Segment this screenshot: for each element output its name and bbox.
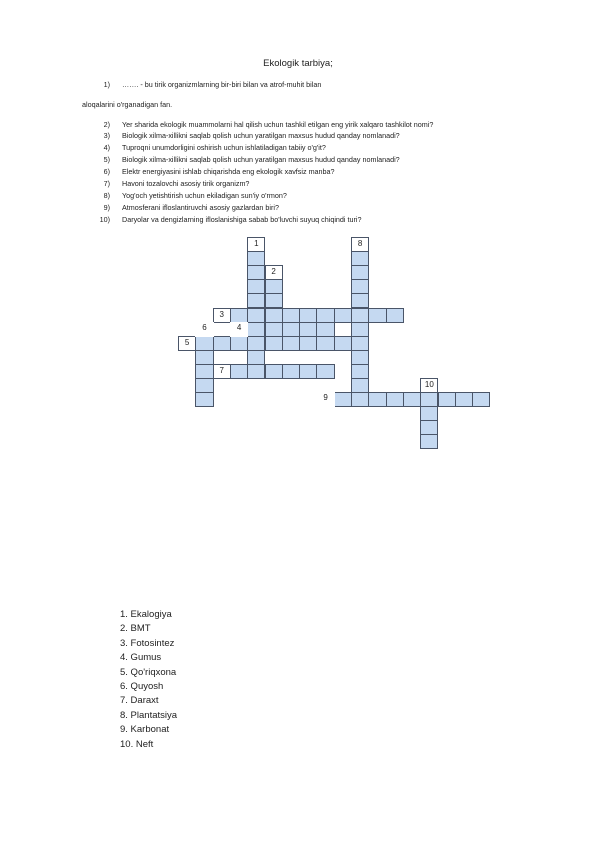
- crossword-cell: [265, 279, 283, 294]
- question-text: Biologik xilma-xillikni saqlab qolish uchun yaratilgan maxsus hudud qanday nomlanadi?: [122, 155, 400, 164]
- crossword-number: 1: [247, 237, 265, 252]
- crossword-number: 5: [178, 336, 196, 351]
- crossword-cell: [247, 308, 265, 323]
- crossword-cell: [195, 350, 213, 365]
- question-number: 1): [103, 80, 110, 89]
- crossword-cell: [316, 308, 334, 323]
- answer-item: 4. Gumus: [120, 652, 162, 664]
- question-text: ……. - bu tirik organizmlarning bir-biri bilan va atrof-muhit bilan: [122, 80, 322, 89]
- crossword-cell: [455, 392, 473, 407]
- crossword-cell: [247, 364, 265, 379]
- question-number: 7): [103, 179, 110, 188]
- question-item: [96, 203, 496, 213]
- question-number: 2): [103, 120, 110, 129]
- crossword-cell: [299, 364, 317, 379]
- crossword-number: 4: [230, 322, 248, 337]
- answer-item: 10. Neft: [120, 738, 154, 750]
- question-item: [96, 215, 496, 225]
- question-text: Elektr energiyasini ishlab chiqarishda eng ekologik xavfsiz manba?: [122, 167, 335, 176]
- crossword-cell: [247, 265, 265, 280]
- crossword-cell: [351, 279, 369, 294]
- crossword-number: 3: [213, 308, 231, 323]
- question-item: [96, 143, 496, 153]
- answer-item: 3. Fotosintez: [120, 637, 175, 649]
- question-item: [96, 191, 496, 201]
- crossword-cell: [247, 279, 265, 294]
- crossword-cell: [351, 265, 369, 280]
- question-text: Tuproqni unumdorligini oshirish uchun ishlatiladigan tabiiy o'g'it?: [122, 143, 326, 152]
- answer-item: 6. Quyosh: [120, 681, 164, 693]
- question-item: [96, 131, 496, 141]
- question-number: 9): [103, 203, 110, 212]
- crossword-cell: [265, 364, 283, 379]
- crossword-cell: [351, 251, 369, 266]
- page-title: Ekologik tarbiya;: [263, 58, 333, 69]
- crossword-cell: [368, 392, 386, 407]
- crossword-cell: [386, 308, 404, 323]
- crossword-cell: [247, 336, 265, 351]
- crossword-cell: [195, 378, 213, 393]
- question-item: [96, 120, 496, 130]
- question-number: 6): [103, 167, 110, 176]
- crossword-cell: [230, 308, 248, 323]
- question-item: [96, 167, 496, 177]
- answer-list: [120, 608, 177, 752]
- crossword-number: 8: [351, 237, 369, 252]
- question-item: [96, 80, 496, 90]
- answer-item: 7. Daraxt: [120, 695, 159, 707]
- crossword-cell: [420, 392, 438, 407]
- crossword-number: 9: [316, 392, 334, 407]
- crossword-cell: [420, 406, 438, 421]
- crossword-cell: [265, 293, 283, 308]
- answer-item: 9. Karbonat: [120, 724, 170, 736]
- crossword-cell: [351, 350, 369, 365]
- crossword-cell: [265, 336, 283, 351]
- crossword-cell: [247, 251, 265, 266]
- crossword-number: 2: [265, 265, 283, 280]
- crossword-cell: [420, 420, 438, 435]
- crossword-cell: [351, 364, 369, 379]
- crossword-cell: [351, 308, 369, 323]
- crossword-cell: [282, 308, 300, 323]
- crossword-cell: [386, 392, 404, 407]
- crossword-cell: [403, 392, 421, 407]
- crossword-cell: [316, 322, 334, 337]
- crossword-cell: [282, 336, 300, 351]
- question-number: 4): [103, 143, 110, 152]
- crossword-cell: [230, 364, 248, 379]
- crossword-number: 6: [195, 322, 213, 337]
- question-item: [96, 155, 496, 165]
- question-text: Biologik xilma-xillikni saqlab qolish uchun yaratilgan maxsus hudud qanday nomlanadi?: [122, 131, 400, 140]
- crossword-cell: [247, 350, 265, 365]
- crossword-cell: [334, 308, 352, 323]
- crossword-cell: [472, 392, 490, 407]
- crossword-cell: [420, 434, 438, 449]
- question-number: 3): [103, 131, 110, 140]
- crossword-cell: [265, 308, 283, 323]
- crossword-cell: [334, 392, 352, 407]
- crossword-cell: [351, 378, 369, 393]
- crossword-cell: [299, 308, 317, 323]
- crossword-cell: [195, 364, 213, 379]
- crossword-cell: [368, 308, 386, 323]
- crossword-number: 10: [420, 378, 438, 393]
- crossword-cell: [213, 336, 231, 351]
- answer-item: 2. BMT: [120, 623, 151, 635]
- crossword-cell: [351, 392, 369, 407]
- crossword-cell: [351, 322, 369, 337]
- question-number: 5): [103, 155, 110, 164]
- answer-item: 5. Qo'riqxona: [120, 666, 177, 678]
- question-number: 10): [99, 215, 110, 224]
- crossword-cell: [351, 336, 369, 351]
- answer-item: 1. Ekalogiya: [120, 609, 172, 620]
- crossword-cell: [247, 322, 265, 337]
- crossword-cell: [299, 336, 317, 351]
- question-item: [96, 179, 496, 189]
- crossword-cell: [230, 336, 248, 351]
- crossword-cell: [316, 336, 334, 351]
- question-continuation: aloqalarini o'rganadigan fan.: [82, 100, 173, 109]
- answer-item: 8. Plantatsiya: [120, 709, 178, 721]
- crossword-cell: [334, 336, 352, 351]
- question-text: Havoni tozalovchi asosiy tirik organizm?: [122, 179, 250, 188]
- question-text: Daryolar va dengizlarning ifloslanishiga sabab bo'luvchi suyuq chiqindi turi?: [122, 215, 362, 224]
- question-text: Yog'och yetishtirish uchun ekiladigan sun'iy o'rmon?: [122, 191, 287, 200]
- crossword-cell: [265, 322, 283, 337]
- crossword-cell: [247, 293, 265, 308]
- crossword-cell: [195, 392, 213, 407]
- crossword-cell: [195, 336, 213, 351]
- crossword-cell: [316, 364, 334, 379]
- crossword-cell: [282, 322, 300, 337]
- question-text: Yer sharida ekologik muammolarni hal qilish uchun tashkil etilgan eng yirik xalqaro tashkilot nomi?: [122, 120, 434, 129]
- crossword-cell: [438, 392, 456, 407]
- crossword-cell: [299, 322, 317, 337]
- crossword-cell: [351, 293, 369, 308]
- question-number: 8): [103, 191, 110, 200]
- crossword-cell: [282, 364, 300, 379]
- crossword-number: 7: [213, 364, 231, 379]
- question-text: Atmosferani ifloslantiruvchi asosiy gazlardan biri?: [122, 203, 279, 212]
